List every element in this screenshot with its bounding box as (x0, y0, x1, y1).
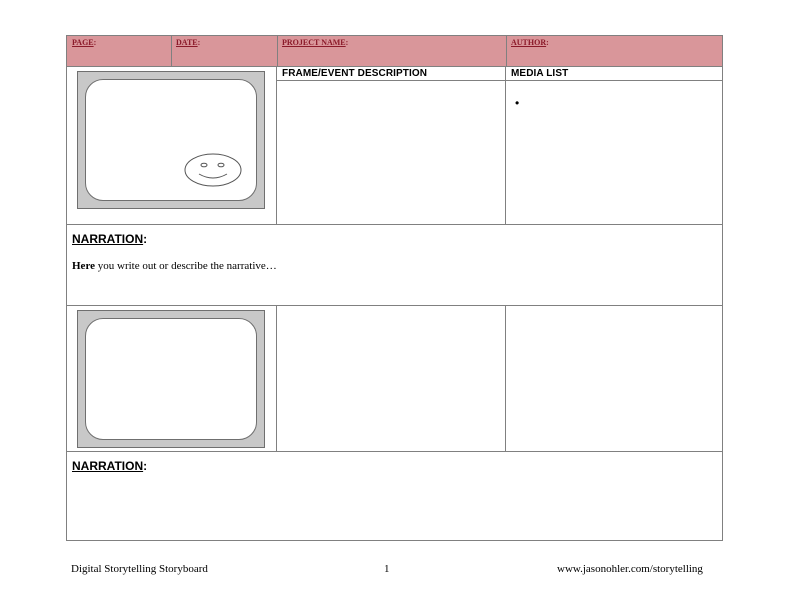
smiley-face-icon (183, 152, 243, 188)
narration-1-title: NARRATION: (72, 232, 148, 246)
date-field[interactable]: DATE: (176, 38, 201, 47)
row-divider (67, 451, 722, 452)
frame-2[interactable] (77, 310, 265, 448)
project-name-field[interactable]: PROJECT NAME: (282, 38, 349, 47)
storyboard-table (66, 35, 723, 541)
project-name-label: PROJECT NAME (282, 38, 346, 47)
footer-title: Digital Storytelling Storyboard (71, 563, 208, 575)
page-label: PAGE (72, 38, 94, 47)
footer-url: www.jasonohler.com/storytelling (557, 563, 703, 575)
header-divider (506, 36, 507, 67)
media-list-bullet[interactable]: • (515, 96, 520, 110)
frame-2-screen[interactable] (85, 318, 257, 440)
media-list-heading: MEDIA LIST (511, 68, 569, 79)
column-divider (505, 305, 506, 451)
author-label: AUTHOR (511, 38, 547, 47)
row-divider (67, 224, 722, 225)
page-field[interactable]: PAGE: (72, 38, 97, 47)
column-divider (276, 305, 277, 451)
author-field[interactable]: AUTHOR: (511, 38, 549, 47)
header-divider (277, 36, 278, 67)
frame-1[interactable] (77, 71, 265, 209)
header-divider (171, 36, 172, 67)
narration-2-title: NARRATION: (72, 459, 148, 473)
narration-1-text[interactable]: Here you write out or describe the narrative… (72, 260, 277, 272)
frame-event-description-heading: FRAME/EVENT DESCRIPTION (282, 68, 428, 79)
footer-page-number: 1 (384, 563, 390, 575)
row-divider (67, 305, 722, 306)
column-divider (505, 67, 506, 224)
column-header-underline (276, 80, 722, 81)
column-divider (276, 67, 277, 224)
date-label: DATE (176, 38, 198, 47)
header-row (67, 36, 722, 67)
frame-1-screen[interactable] (85, 79, 257, 201)
